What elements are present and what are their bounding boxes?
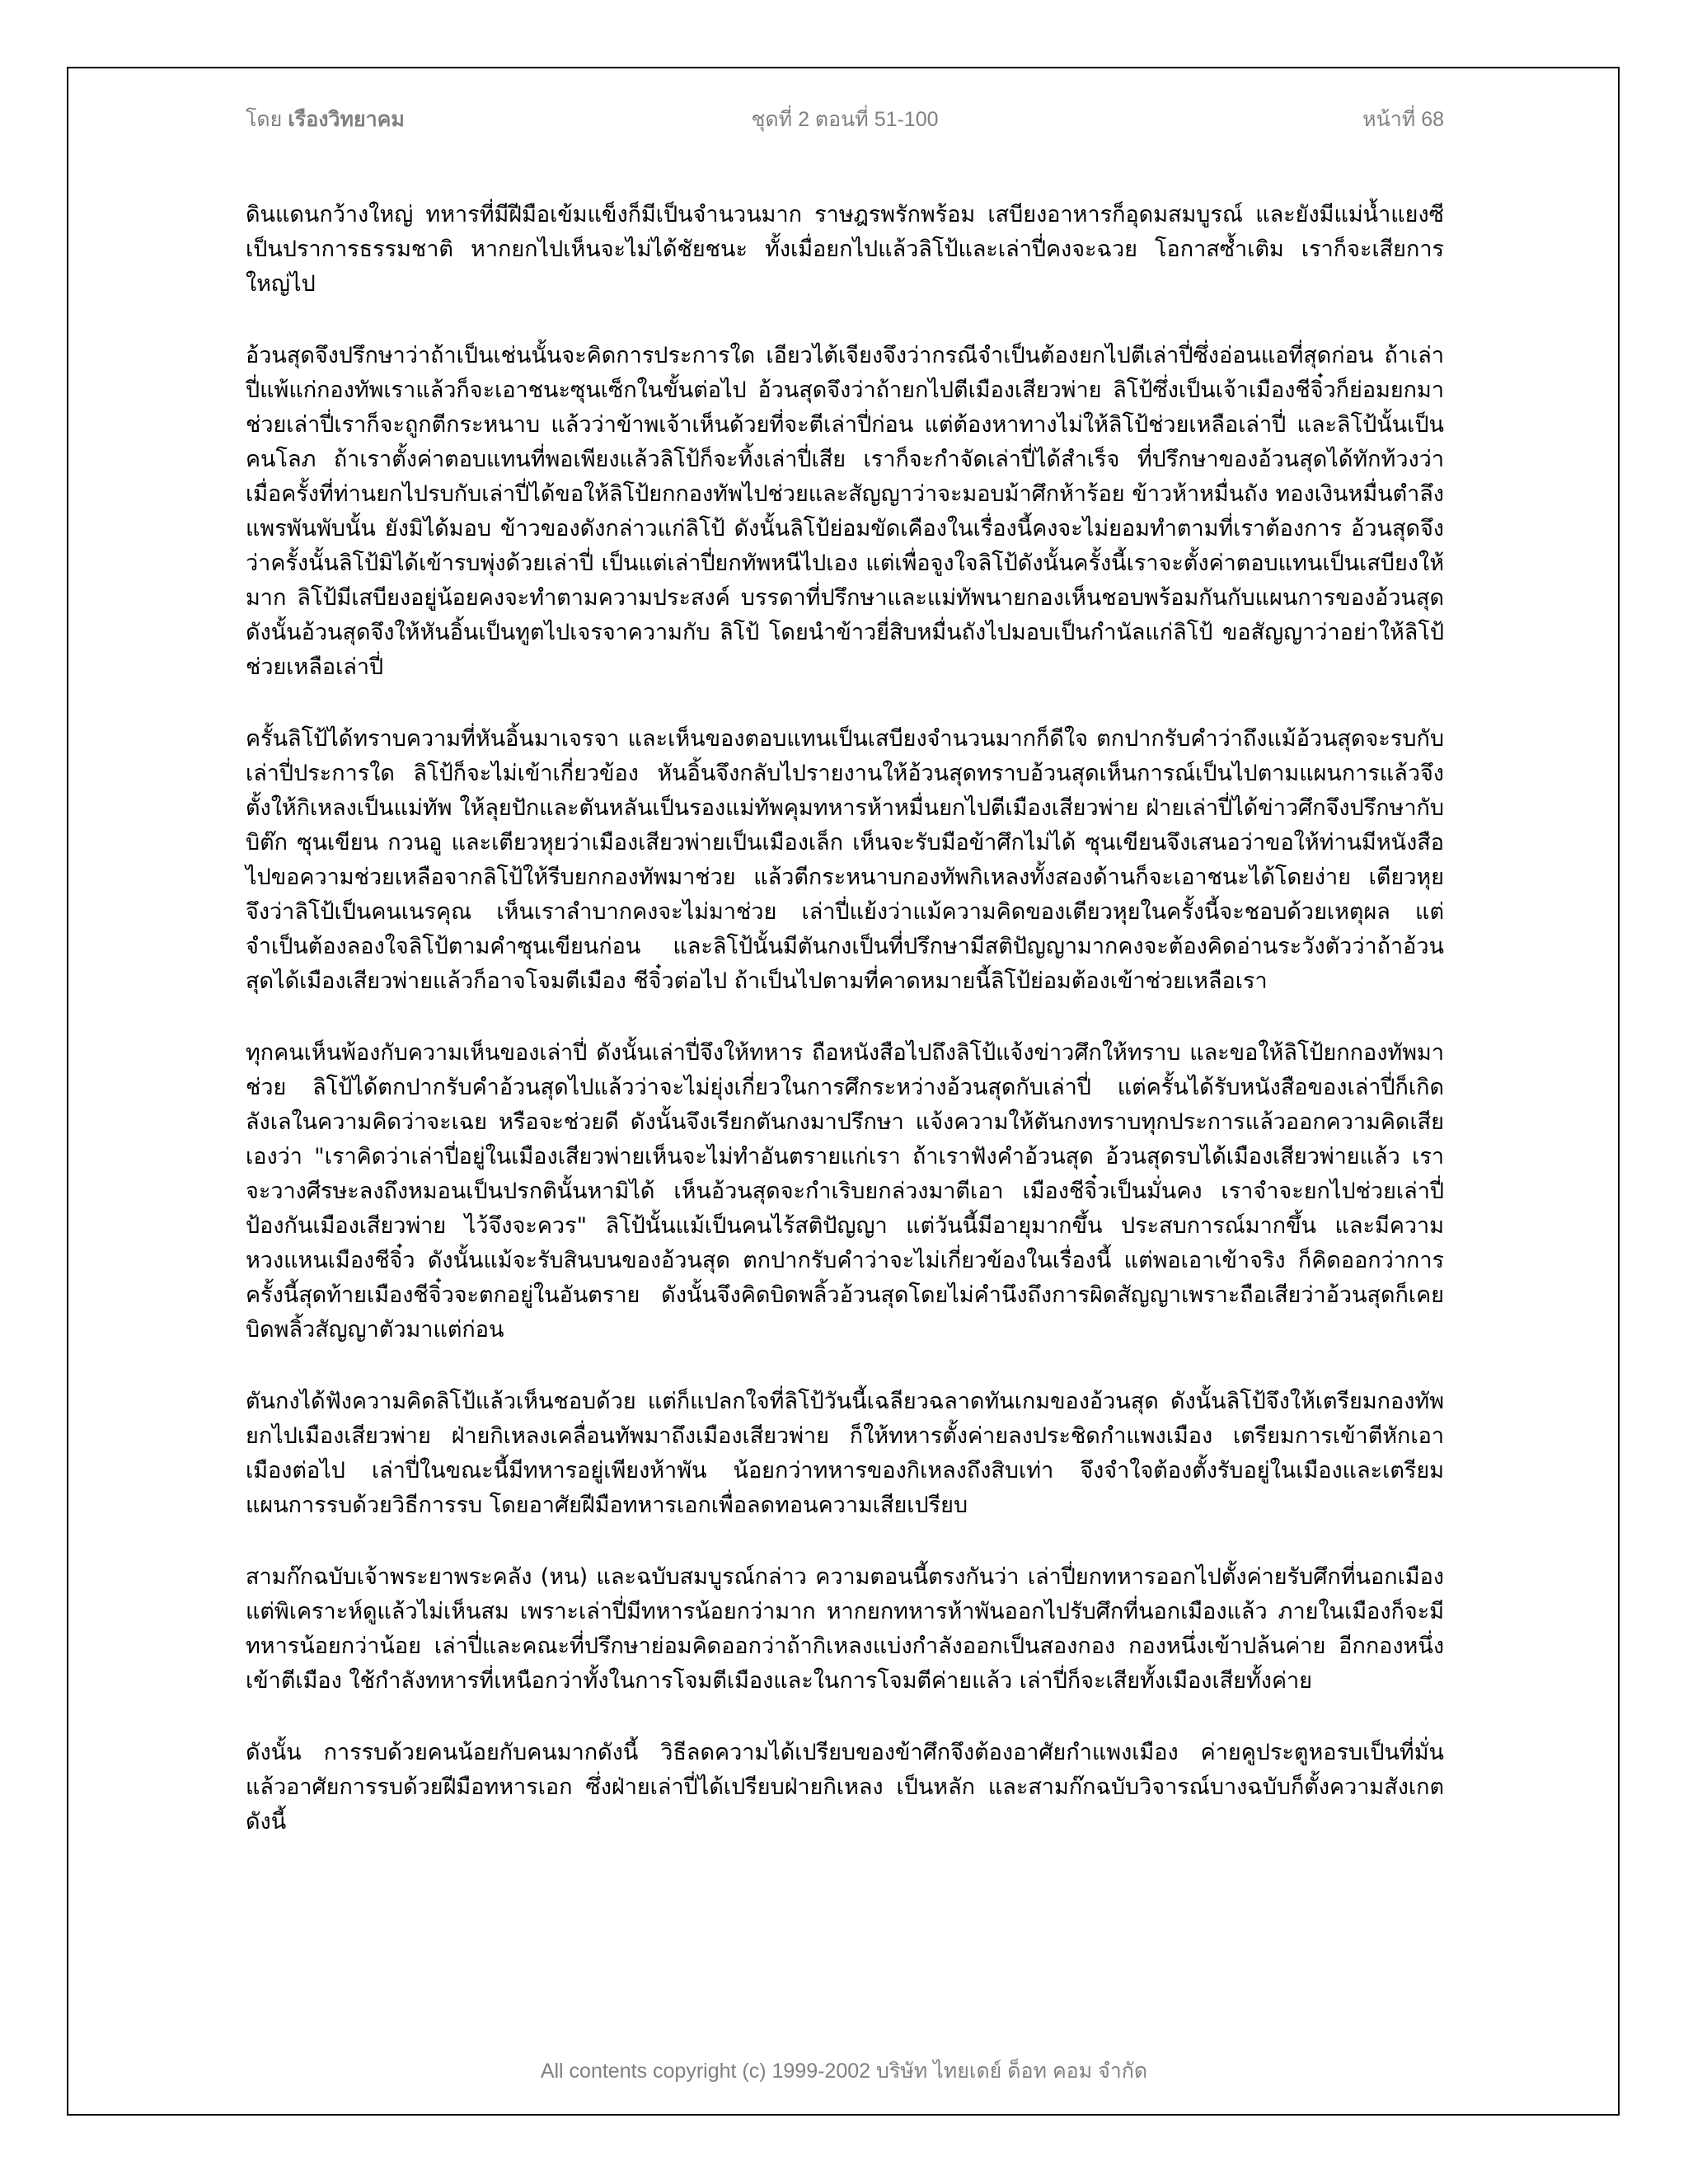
paragraph: ทุกคนเห็นพ้องกับความเห็นของเล่าปี่ ดังนั้นเล่าปี่จึงให้ทหาร ถือหนังสือไปถึงลิโป้แจ้งข่าวศึกให้ทราบ และขอให้ลิโป้ยกกองทัพมาช่วย ลิโป้ได้ตกปากรับคำอ้วนสุดไปแล้วว่าจะไม่ยุ่งเกี่ยวในการศึกระหว่างอ้วนสุดกับเล่าปี่ แต่ครั้นได้รับหนังสือของเล่าปี่ก็เกิดลังเลในความคิดว่าจะเฉย หรือจะช่วยดี ดังนั้นจึงเรียกตันกงมาปรึกษา แจ้งความให้ตันกงทราบทุกประการแล้วออกความคิดเสียเองว่า "เราคิดว่าเล่าปี่อยู่ในเมืองเสียวพ่ายเห็นจะไม่ทำอันตรายแก่เรา ถ้าเราฟังคำอ้วนสุด อ้วนสุดรบได้เมืองเสียวพ่ายแล้ว เราจะวางศีรษะลงถึงหมอนเป็นปรกตินั้นหามิได้ เห็นอ้วนสุดจะกำเริบยกล่วงมาตีเอา เมืองชีจิ๋วเป็นมั่นคง เราจำจะยกไปช่วยเล่าปี่ป้องกันเมืองเสียวพ่าย ไว้จึงจะควร" ลิโป้นั้นแม้เป็นคนไร้สติปัญญา แต่วันนี้มีอายุมากขึ้น ประสบการณ์มากขึ้น และมีความหวงแหนเมืองชีจิ๋ว ดังนั้นแม้จะรับสินบนของอ้วนสุด ตกปากรับคำว่าจะไม่เกี่ยวข้องในเรื่องนี้ แต่พอเอาเข้าจริง ก็คิดออกว่าการครั้งนี้สุดท้ายเมืองชีจิ๋วจะตกอยู่ในอันตราย ดังนั้นจึงคิดบิดพลิ้วอ้วนสุดโดยไม่คำนึงถึงการผิดสัญญาเพราะถือเสียว่าอ้วนสุดก็เคยบิดพลิ้วสัญญาตัวมาแต่ก่อน bbox=[246, 1040, 1444, 1343]
series-label: ชุดที่ 2 ตอนที่ 51-100 bbox=[751, 108, 939, 131]
article-body bbox=[246, 198, 1444, 1877]
author-name: เรืองวิทยาคม bbox=[288, 108, 405, 131]
paragraph: ดังนั้น การรบด้วยคนน้อยกับคนมากดังนี้ วิธีลดความได้เปรียบของข้าศึกจึงต้องอาศัยกำแพงเมือง ค่ายคูประตูหอรบเป็นที่มั่น แล้วอาศัยการรบด้วยฝีมือทหารเอก ซึ่งฝ่ายเล่าปี่ได้เปรียบฝ่ายกิเหลง เป็นหลัก และสามก๊กฉบับวิจารณ์บางฉบับก็ตั้งความสังเกตดังนี้ bbox=[246, 1740, 1444, 1835]
paragraph: ดินแดนกว้างใหญ่ ทหารที่มีฝีมือเข้มแข็งก็มีเป็นจำนวนมาก ราษฎรพรักพร้อม เสบียงอาหารก็อุดมสมบูรณ์ และยังมีแม่น้ำแยงซีเป็นปราการธรรมชาติ หากยกไปเห็นจะไม่ได้ชัยชนะ ทั้งเมื่อยกไปแล้วลิโป้และเล่าปี่คงจะฉวย โอกาสซ้ำเติม เราก็จะเสียการใหญ่ไป bbox=[246, 202, 1444, 297]
copyright-footer: All contents copyright (c) 1999-2002 บริษัท ไทยเดย์ ด็อท คอม จำกัด bbox=[540, 2060, 1148, 2083]
page-number: หน้าที่ 68 bbox=[1362, 108, 1444, 131]
paragraph: ตันกงได้ฟังความคิดลิโป้แล้วเห็นชอบด้วย แต่ก็แปลกใจที่ลิโป้วันนี้เฉลียวฉลาดทันเกมของอ้วนสุด ดังนั้นลิโป้จึงให้เตรียมกองทัพยกไปเมืองเสียวพ่าย ฝ่ายกิเหลงเคลื่อนทัพมาถึงเมืองเสียวพ่าย ก็ให้ทหารตั้งค่ายลงประชิดกำแพงเมือง เตรียมการเข้าตีหักเอาเมืองต่อไป เล่าปี่ในขณะนี้มีทหารอยู่เพียงห้าพัน น้อยกว่าทหารของกิเหลงถึงสิบเท่า จึงจำใจต้องตั้งรับอยู่ในเมืองและเตรียมแผนการรบด้วยวิธีการรบ โดยอาศัยฝีมือทหารเอกเพื่อลดทอนความเสียเปรียบ bbox=[246, 1389, 1444, 1518]
paragraph: ครั้นลิโป้ได้ทราบความที่หันอิ้นมาเจรจา และเห็นของตอบแทนเป็นเสบียงจำนวนมากก็ดีใจ ตกปากรับคำว่าถึงแม้อ้วนสุดจะรบกับเล่าปี่ประการใด ลิโป้ก็จะไม่เข้าเกี่ยวข้อง หันอิ้นจึงกลับไปรายงานให้อ้วนสุดทราบอ้วนสุดเห็นการณ์เป็นไปตามแผนการแล้วจึงตั้งให้กิเหลงเป็นแม่ทัพ ให้ลุยปักและตันหลันเป็นรองแม่ทัพคุมทหารห้าหมื่นยกไปตีเมืองเสียวพ่าย ฝ่ายเล่าปี่ได้ข่าวศึกจึงปรึกษากับบิต๊ก ซุนเขียน กวนอู และเตียวหุยว่าเมืองเสียวพ่ายเป็นเมืองเล็ก เห็นจะรับมือข้าศึกไม่ได้ ซุนเขียนจึงเสนอว่าขอให้ท่านมีหนังสือไปขอความช่วยเหลือจากลิโป้ให้รีบยกกองทัพมาช่วย แล้วตีกระหนาบกองทัพกิเหลงทั้งสองด้านก็จะเอาชนะได้โดยง่าย เตียวหุยจึงว่าลิโป้เป็นคนเนรคุณ เห็นเราลำบากคงจะไม่มาช่วย เล่าปี่แย้งว่าแม้ความคิดของเตียวหุยในครั้งนี้จะชอบด้วยเหตุผล แต่จำเป็นต้องลองใจลิโป้ตามคำซุนเขียนก่อน และลิโป้นั้นมีตันกงเป็นที่ปรึกษามีสติปัญญามากคงจะต้องคิดอ่านระวังตัวว่าถ้าอ้วนสุดได้เมืองเสียวพ่ายแล้วก็อาจโจมตีเมือง ชีจิ๋วต่อไป ถ้าเป็นไปตามที่คาดหมายนี้ลิโป้ย่อมต้องเข้าช่วยเหลือเรา bbox=[246, 726, 1444, 994]
author-prefix: โดย bbox=[246, 108, 283, 131]
page-header bbox=[246, 103, 1444, 131]
paragraph: สามก๊กฉบับเจ้าพระยาพระคลัง (หน) และฉบับสมบูรณ์กล่าว ความตอนนี้ตรงกันว่า เล่าปี่ยกทหารออกไปตั้งค่ายรับศึกที่นอกเมือง แต่พิเคราะห์ดูแล้วไม่เห็นสม เพราะเล่าปี่มีทหารน้อยกว่ามาก หากยกทหารห้าพันออกไปรับศึกที่นอกเมืองแล้ว ภายในเมืองก็จะมีทหารน้อยกว่าน้อย เล่าปี่และคณะที่ปรึกษาย่อมคิดออกว่าถ้ากิเหลงแบ่งกำลังออกเป็นสองกอง กองหนึ่งเข้าปล้นค่าย อีกกองหนึ่งเข้าตีเมือง ใช้กำลังทหารที่เหนือกว่าทั้งในการโจมตีเมืองและในการโจมตีค่ายแล้ว เล่าปี่ก็จะเสียทั้งเมืองเสียทั้งค่าย bbox=[246, 1564, 1444, 1694]
paragraph: อ้วนสุดจึงปรึกษาว่าถ้าเป็นเช่นนั้นจะคิดการประการใด เอียวไต้เจียงจึงว่ากรณีจำเป็นต้องยกไปตีเล่าปี่ซึ่งอ่อนแอที่สุดก่อน ถ้าเล่าปี่แพ้แก่กองทัพเราแล้วก็จะเอาชนะซุนเซ็กในขั้นต่อไป อ้วนสุดจึงว่าถ้ายกไปตีเมืองเสียวพ่าย ลิโป้ซึ่งเป็นเจ้าเมืองชีจิ๋วก็ย่อมยกมาช่วยเล่าปี่เราก็จะถูกตีกระหนาบ แล้วว่าข้าพเจ้าเห็นด้วยที่จะตีเล่าปี่ก่อน แต่ต้องหาทางไม่ให้ลิโป้ช่วยเหลือเล่าปี่ และลิโป้นั้นเป็นคนโลภ ถ้าเราตั้งค่าตอบแทนที่พอเพียงแล้วลิโป้ก็จะทิ้งเล่าปี่เสีย เราก็จะกำจัดเล่าปี่ได้สำเร็จ ที่ปรึกษาของอ้วนสุดได้ทักท้วงว่า เมื่อครั้งที่ท่านยกไปรบกับเล่าปี่ได้ขอให้ลิโป้ยกกองทัพไปช่วยและสัญญาว่าจะมอบม้าศึกห้าร้อย ข้าวห้าหมื่นถัง ทองเงินหมื่นตำลึง แพรพันพับนั้น ยังมิได้มอบ ข้าวของดังกล่าวแก่ลิโป้ ดังนั้นลิโป้ย่อมขัดเคืองในเรื่องนี้คงจะไม่ยอมทำตามที่เราต้องการ อ้วนสุดจึงว่าครั้งนั้นลิโป้มิได้เข้ารบพุ่งด้วยเล่าปี่ เป็นแต่เล่าปี่ยกทัพหนีไปเอง แต่เพื่อจูงใจลิโป้ดังนั้นครั้งนี้เราจะตั้งค่าตอบแทนเป็นเสบียงให้มาก ลิโป้มีเสบียงอยู่น้อยคงจะทำตามความประสงค์ บรรดาที่ปรึกษาและแม่ทัพนายกองเห็นชอบพร้อมกันกับแผนการของอ้วนสุด ดังนั้นอ้วนสุดจึงให้หันอิ้นเป็นทูตไปเจรจาความกับ ลิโป้ โดยนำข้าวยี่สิบหมื่นถังไปมอบเป็นกำนัลแก่ลิโป้ ขอสัญญาว่าอย่าให้ลิโป้ช่วยเหลือเล่าปี่ bbox=[246, 343, 1444, 680]
